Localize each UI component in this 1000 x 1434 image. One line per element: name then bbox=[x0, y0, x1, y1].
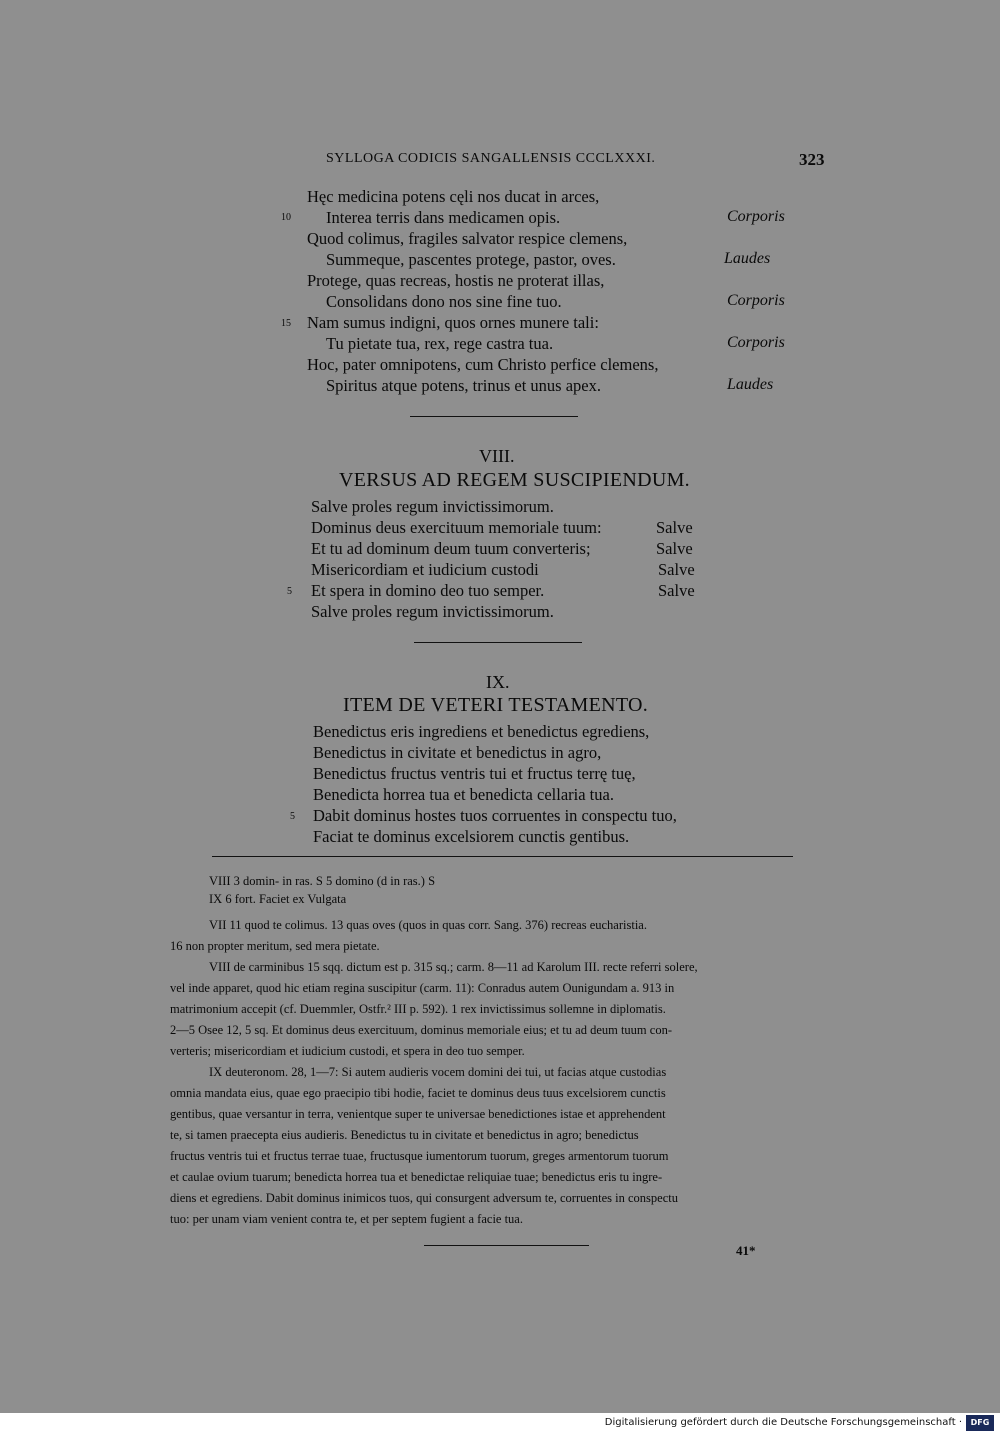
apparatus-line: IX 6 fort. Faciet ex Vulgata bbox=[209, 892, 347, 906]
response-mark: Salve bbox=[656, 539, 693, 558]
response-mark: Laudes bbox=[727, 376, 774, 393]
note-line: VII 11 quod te colimus. 13 quas oves (quos in quas corr. Sang. 376) recreas eucharistia. bbox=[209, 918, 647, 932]
note-line: vel inde apparet, quod hic etiam regina suscipitur (carm. 11): Conradus autem Ounigundam a. 913 in bbox=[170, 981, 675, 995]
verse-line: Salve proles regum invictissimorum. bbox=[311, 602, 554, 621]
verse-line: Nam sumus indigni, quos ornes munere tali: bbox=[307, 313, 599, 332]
verse-line: Hęc medicina potens cęli nos ducat in arces, bbox=[307, 187, 600, 206]
verse-line: Tu pietate tua, rex, rege castra tua. bbox=[326, 334, 554, 353]
section-number: VIII. bbox=[479, 446, 515, 466]
section-title: ITEM DE VETERI TESTAMENTO. bbox=[343, 694, 649, 716]
dfg-logo-icon[interactable]: DFG bbox=[966, 1415, 994, 1431]
verse-line: Benedictus fructus ventris tui et fructus terrę tuę, bbox=[313, 764, 636, 783]
verse-line: Salve proles regum invictissimorum. bbox=[311, 497, 554, 516]
note-line: et caulae ovium tuarum; benedicta horrea tua et benedictae reliquiae tuae; benedictus eris tu ingre- bbox=[170, 1170, 663, 1184]
verse-line: Benedictus eris ingrediens et benedictus egrediens, bbox=[313, 722, 650, 741]
note-line: IX deuteronom. 28, 1—7: Si autem audieris vocem domini dei tui, ut facias atque custodias bbox=[209, 1065, 667, 1079]
verse-line: Faciat te dominus excelsiorem cunctis gentibus. bbox=[313, 827, 630, 846]
section-divider bbox=[414, 642, 582, 643]
section-number: IX. bbox=[486, 672, 510, 692]
note-line: te, si tamen praecepta eius audieris. Benedictus tu in civitate et benedictus in agro; benedictus bbox=[170, 1128, 639, 1142]
response-mark: Salve bbox=[656, 518, 693, 537]
verse-line: Dominus deus exercituum memoriale tuum: bbox=[311, 518, 602, 537]
verse-line: Benedicta horrea tua et benedicta cellaria tua. bbox=[313, 785, 614, 804]
apparatus-line: VIII 3 domin- in ras. S 5 domino (d in ras.) S bbox=[209, 874, 436, 888]
response-mark: Salve bbox=[658, 581, 695, 600]
verse-line: Spiritus atque potens, trinus et unus apex. bbox=[326, 376, 601, 395]
signature-mark: 41* bbox=[736, 1243, 756, 1258]
response-mark: Laudes bbox=[724, 250, 771, 267]
line-number: 5 bbox=[287, 586, 292, 597]
verse-line: Dabit dominus hostes tuos corruentes in conspectu tuo, bbox=[313, 806, 677, 825]
note-line: verteris; misericordiam et iudicium custodi, et spera in deo tuo semper. bbox=[170, 1044, 525, 1058]
response-mark: Corporis bbox=[727, 334, 785, 351]
verse-line: Summeque, pascentes protege, pastor, oves. bbox=[326, 250, 616, 269]
verse-line: Protege, quas recreas, hostis ne proterat illas, bbox=[307, 271, 605, 290]
verse-line: Interea terris dans medicamen opis. bbox=[326, 208, 561, 227]
section-title: VERSUS AD REGEM SUSCIPIENDUM. bbox=[339, 469, 690, 491]
footer-credit[interactable]: Digitalisierung gefördert durch die Deutsche Forschungsgemeinschaft · bbox=[604, 1417, 962, 1428]
note-line: 16 non propter meritum, sed mera pietate. bbox=[170, 939, 380, 953]
response-mark: Corporis bbox=[727, 292, 785, 309]
note-line: VIII de carminibus 15 sqq. dictum est p. 315 sq.; carm. 8—11 ad Karolum III. recte referri solere, bbox=[209, 960, 698, 974]
section-divider bbox=[410, 416, 578, 417]
running-title: SYLLOGA CODICIS SANGALLENSIS CCCLXXXI. bbox=[326, 151, 656, 166]
verse-line: Misericordiam et iudicium custodi bbox=[311, 560, 539, 579]
line-number: 10 bbox=[281, 212, 291, 223]
note-line: 2—5 Osee 12, 5 sq. Et dominus deus exercituum, dominus memoriale eius; et tu ad deum tuum con- bbox=[170, 1023, 672, 1037]
apparatus-rule bbox=[212, 856, 793, 857]
verse-line: Hoc, pater omnipotens, cum Christo perfice clemens, bbox=[307, 355, 659, 374]
end-rule bbox=[424, 1245, 589, 1246]
note-line: gentibus, quae versantur in terra, venientque super te universae benedictiones istae et apprehendent bbox=[170, 1107, 666, 1121]
note-line: omnia mandata eius, quae ego praecipio tibi hodie, faciet te dominus deus tuus excelsiorem cunctis bbox=[170, 1086, 666, 1100]
note-line: tuo: per unam viam venient contra te, et per septem fugient a facie tua. bbox=[170, 1212, 523, 1226]
note-line: fructus ventris tui et fructus terrae tuae, fructusque iumentorum tuorum, greges armentorum tuorum bbox=[170, 1149, 669, 1163]
line-number: 15 bbox=[281, 318, 291, 329]
verse-line: Et tu ad dominum deum tuum converteris; bbox=[311, 539, 591, 558]
verse-line: Et spera in domino deo tuo semper. bbox=[311, 581, 545, 600]
line-number: 5 bbox=[290, 811, 295, 822]
response-mark: Salve bbox=[658, 560, 695, 579]
verse-line: Benedictus in civitate et benedictus in agro, bbox=[313, 743, 602, 762]
response-mark: Corporis bbox=[727, 208, 785, 225]
page-number: 323 bbox=[799, 150, 825, 169]
note-line: matrimonium accepit (cf. Duemmler, Ostfr.² III p. 592). 1 rex invictissimus sollemne in diplomatis. bbox=[170, 1002, 666, 1016]
verse-line: Quod colimus, fragiles salvator respice clemens, bbox=[307, 229, 628, 248]
verse-line: Consolidans dono nos sine fine tuo. bbox=[326, 292, 562, 311]
note-line: diens et egrediens. Dabit dominus inimicos tuos, qui consurgent adversum te, corruentes in conspectu bbox=[170, 1191, 678, 1205]
footer-bar bbox=[0, 1413, 1000, 1434]
